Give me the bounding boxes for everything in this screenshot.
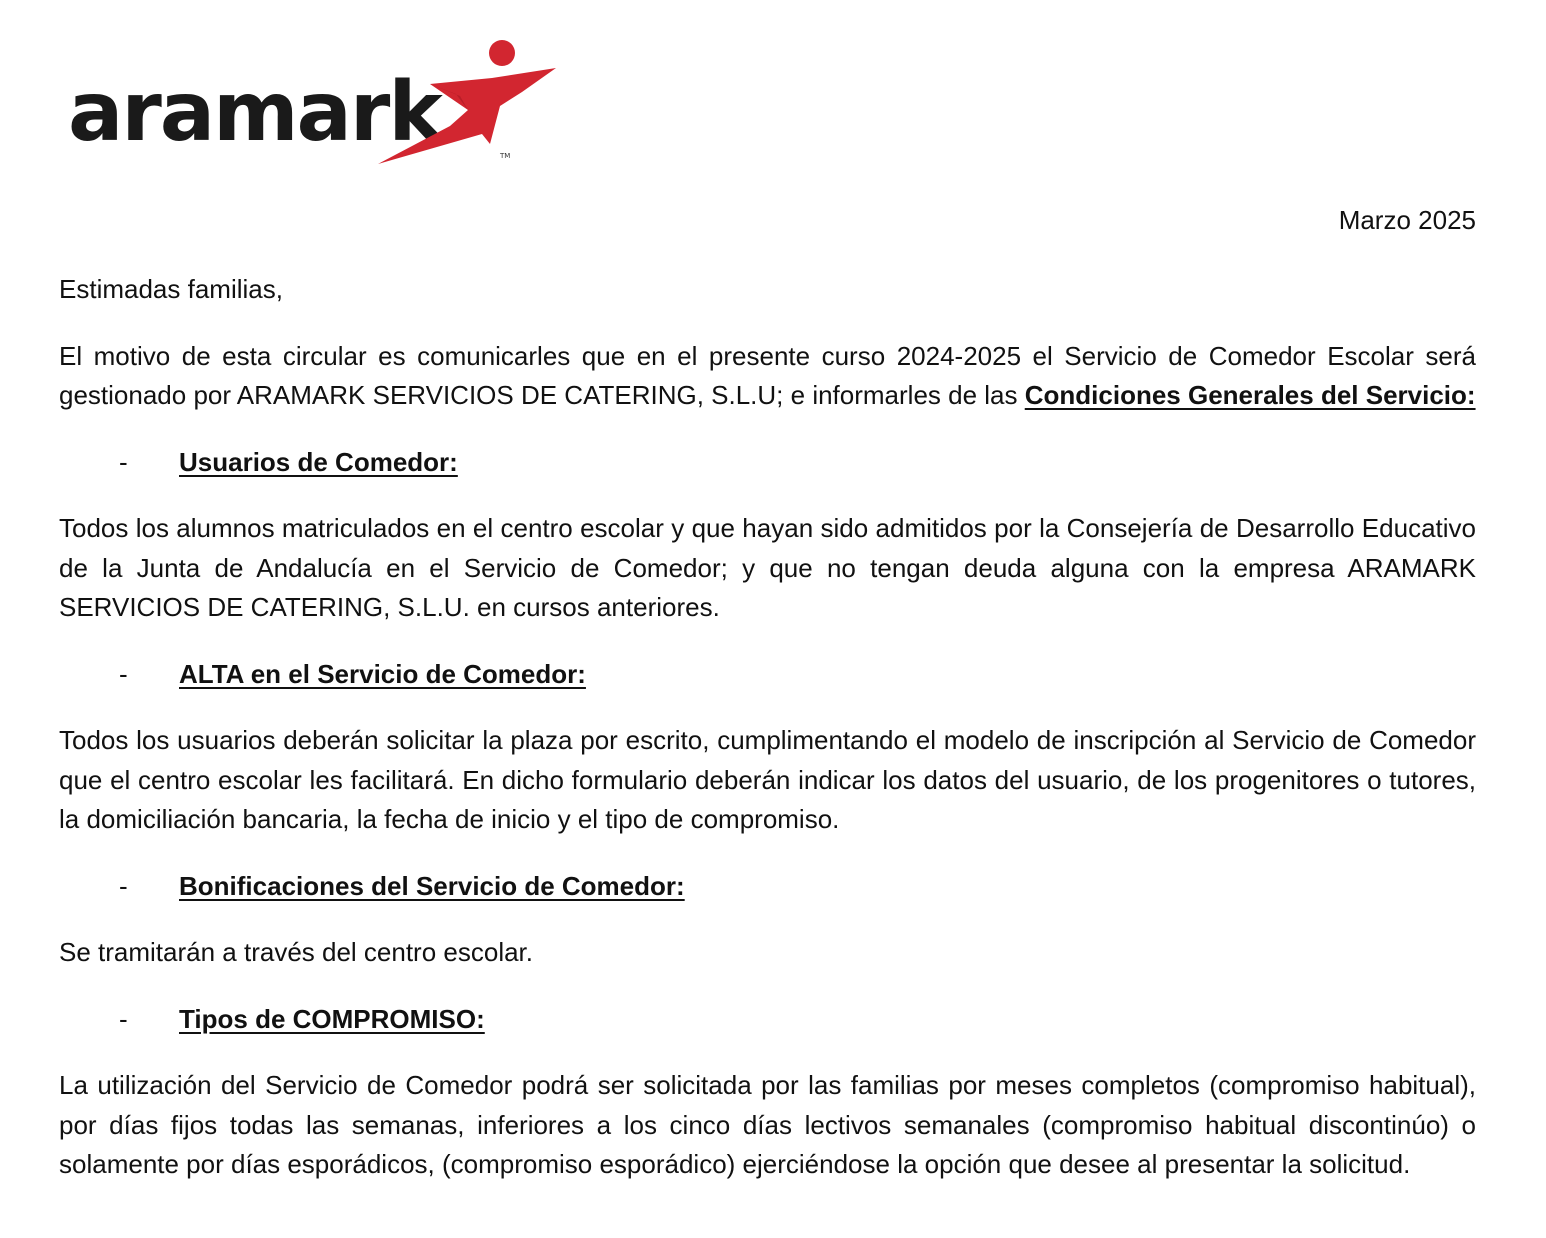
intro-emphasis: Condiciones Generales del Servicio: bbox=[1024, 380, 1476, 410]
section-title: Bonificaciones del Servicio de Comedor: bbox=[179, 870, 685, 901]
section-body-compromiso: La utilización del Servicio de Comedor podrá ser solicitada por las familias por meses completos (compromiso habitual), por días fijos todas las semanas, inferiores a los cinco días lectivos semanales (compromiso habitual discontinúo) o solamente por días esporádicos, (compromiso esporádico) ejerciéndose la opción que desee al presentar la solicitud. bbox=[59, 1070, 1476, 1179]
intro-text: El motivo de esta circular es comunicarles que en el presente curso 2024-2025 el Servicio de Comedor Escolar será gestionado por ARAMARK SERVICIOS DE CATERING, S.L.U; e informarles de las bbox=[59, 340, 1476, 410]
bullet-dash: - bbox=[119, 870, 128, 901]
svg-text:TM: TM bbox=[500, 152, 511, 160]
section-heading-compromiso bbox=[59, 1000, 1476, 1040]
logo-wordmark: aramark bbox=[68, 65, 441, 160]
section-title: Usuarios de Comedor: bbox=[179, 446, 458, 477]
aramark-star-person-icon bbox=[360, 34, 560, 169]
bullet-dash: - bbox=[119, 658, 128, 689]
section-body-usuarios: Todos los alumnos matriculados en el centro escolar y que hayan sido admitidos por la Consejería de Desarrollo Educativo de la Junta de Andalucía en el Servicio de Comedor; y que no tengan deuda alguna con la empresa ARAMARK SERVICIOS DE CATERING, S.L.U. en cursos anteriores. bbox=[59, 513, 1476, 622]
section-title: Tipos de COMPROMISO: bbox=[179, 1003, 485, 1034]
section-title: ALTA en el Servicio de Comedor: bbox=[179, 658, 586, 689]
letter-body bbox=[59, 270, 1476, 1212]
section-heading-usuarios bbox=[59, 443, 1476, 483]
section-body-bonificaciones: Se tramitarán a través del centro escolar. bbox=[59, 937, 534, 967]
intro-paragraph bbox=[59, 337, 1476, 416]
section-heading-alta bbox=[59, 655, 1476, 695]
greeting: Estimadas familias, bbox=[59, 274, 283, 304]
section-heading-bonificaciones bbox=[59, 867, 1476, 907]
bullet-dash: - bbox=[119, 446, 128, 477]
letter-date: Marzo 2025 bbox=[1338, 205, 1476, 235]
bullet-dash: - bbox=[119, 1003, 128, 1034]
section-body-alta: Todos los usuarios deberán solicitar la plaza por escrito, cumplimentando el modelo de inscripción al Servicio de Comedor que el centro escolar les facilitará. En dicho formulario deberán indicar los datos del usuario, de los progenitores o tutores, la domiciliación bancaria, la fecha de inicio y el tipo de compromiso. bbox=[59, 725, 1476, 834]
aramark-logo bbox=[64, 34, 564, 174]
